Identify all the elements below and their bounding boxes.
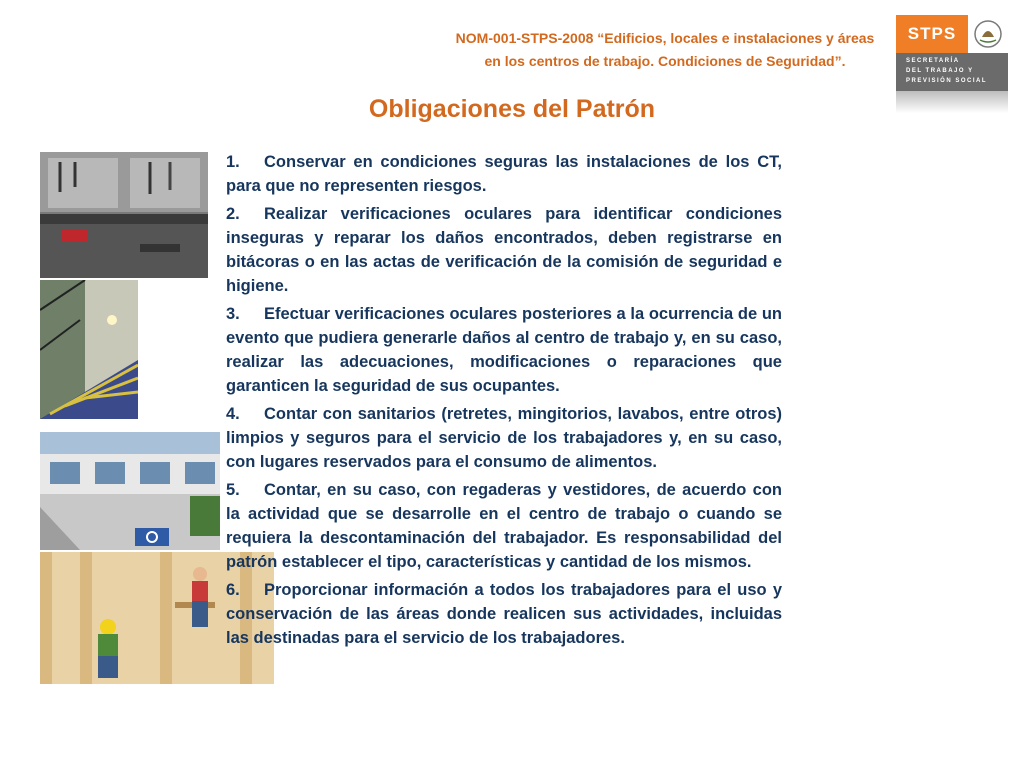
list-item: 2. Realizar verificaciones oculares para identificar condiciones inseguras y reparar los daños encontrados, deben registrarse en bitácoras o en las actas de verificación de la comisión de seguridad e higiene. [226,205,782,295]
stps-acronym: STPS [896,15,968,53]
workshop-tool-bench-photo [40,152,208,278]
logo-line-1: SECRETARÍA [906,58,960,64]
mexico-seal-icon [968,15,1008,53]
list-item: 5. Contar, en su caso, con regaderas y vestidores, de acuerdo con la actividad que se desarrolle en el centro de trabajo o cuando se requiera la descontaminación del trabajador. Es responsabilidad del patrón establecer el tipo, características y cantidad de los mismos. [226,481,782,571]
logo-line-2: DEL TRABAJO Y [906,68,974,74]
list-item: 1. Conservar en condiciones seguras las instalaciones de los CT, para que no representen riesgos. [226,153,782,195]
accessible-building-exterior-photo [40,432,220,550]
list-item: 6. Proporcionar información a todos los trabajadores para el uso y conservación de las áreas donde realicen sus actividades, incluidas las destinadas para el servicio de los trabajadores. [226,581,782,647]
stps-logo [896,15,1008,91]
norm-header-line-2: en los centros de trabajo. Condiciones de Seguridad”. [484,53,846,69]
list-item: 3. Efectuar verificaciones oculares posteriores a la ocurrencia de un evento que pudiera generarle daños al centro de trabajo y, en su caso, realizar las adecuaciones, modificaciones o reparaciones que garanticen la seguridad de sus ocupantes. [226,305,782,395]
norm-header [440,27,890,73]
page-title: Obligaciones del Patrón [368,95,656,123]
list-item: 4. Contar con sanitarios (retretes, mingitorios, lavabos, entre otros) limpios y seguros para el servicio de los trabajadores y, en su caso, con lugares reservados para el consumo de alimentos. [226,405,782,471]
obligations-list [226,150,782,654]
logo-line-3: PREVISIÓN SOCIAL [906,78,988,84]
safe-staircase-photo [40,280,138,419]
norm-header-line-1: NOM-001-STPS-2008 “Edificios, locales e instalaciones y áreas [455,30,875,46]
